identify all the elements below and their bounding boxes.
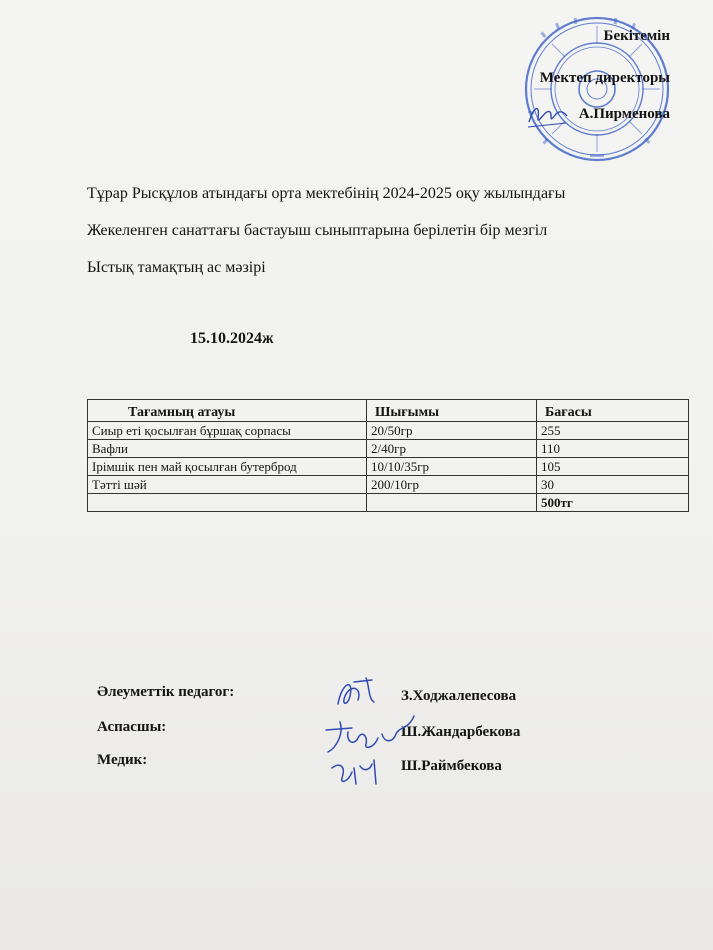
approval-name: А.Пирменова [578,106,670,122]
dish-name: Тәтті шәй [88,476,367,494]
dish-name: Ірімшік пен май қосылған бутерброд [88,458,367,476]
dish-price: 110 [537,440,689,458]
total-price: 500тг [537,494,689,512]
heading-line-2: Жекеленген санаттағы бастауыш сыныптарына берілетін бір мезгіл [87,222,548,239]
dish-yield: 20/50гр [367,422,537,440]
menu-date: 15.10.2024ж [190,330,274,347]
signatory-role-social-pedagogue: Әлеуметтік педагог: [97,684,235,700]
total-empty-cell [88,494,367,512]
dish-yield: 2/40гр [367,440,537,458]
dish-yield: 10/10/35гр [367,458,537,476]
table-row [88,440,689,458]
dish-name: Вафли [88,440,367,458]
dish-name: Сиыр еті қосылған бұршақ сорпасы [88,422,367,440]
signatory-name-cook: Ш.Жандарбекова [401,724,521,740]
dish-price: 255 [537,422,689,440]
header-price: Бағасы [537,400,689,422]
signatory-name-medic: Ш.Раймбекова [401,758,502,774]
menu-table [87,399,689,512]
total-row [88,494,689,512]
header-yield: Шығымы [367,400,537,422]
handwritten-signatures [318,672,423,792]
table-row [88,476,689,494]
heading-line-1: Тұрар Рысқұлов атындағы орта мектебінің 2024-2025 оқу жылындағы [87,185,566,202]
dish-price: 105 [537,458,689,476]
director-signature [526,100,570,130]
table-header-row [88,400,689,422]
signatory-role-medic: Медик: [97,752,148,768]
heading-line-3: Ыстық тамақтың ас мәзірі [87,259,266,276]
total-empty-cell [367,494,537,512]
dish-price: 30 [537,476,689,494]
header-dish-name: Тағамның атауы [88,400,367,422]
table-row [88,422,689,440]
table-row [88,458,689,476]
dish-yield: 200/10гр [367,476,537,494]
signatory-name-social-pedagogue: З.Ходжалепесова [401,688,517,704]
approval-title: Бекітемін [603,28,670,44]
signatory-role-cook: Аспасшы: [97,719,167,735]
approval-role: Мектеп директоры [539,70,670,86]
